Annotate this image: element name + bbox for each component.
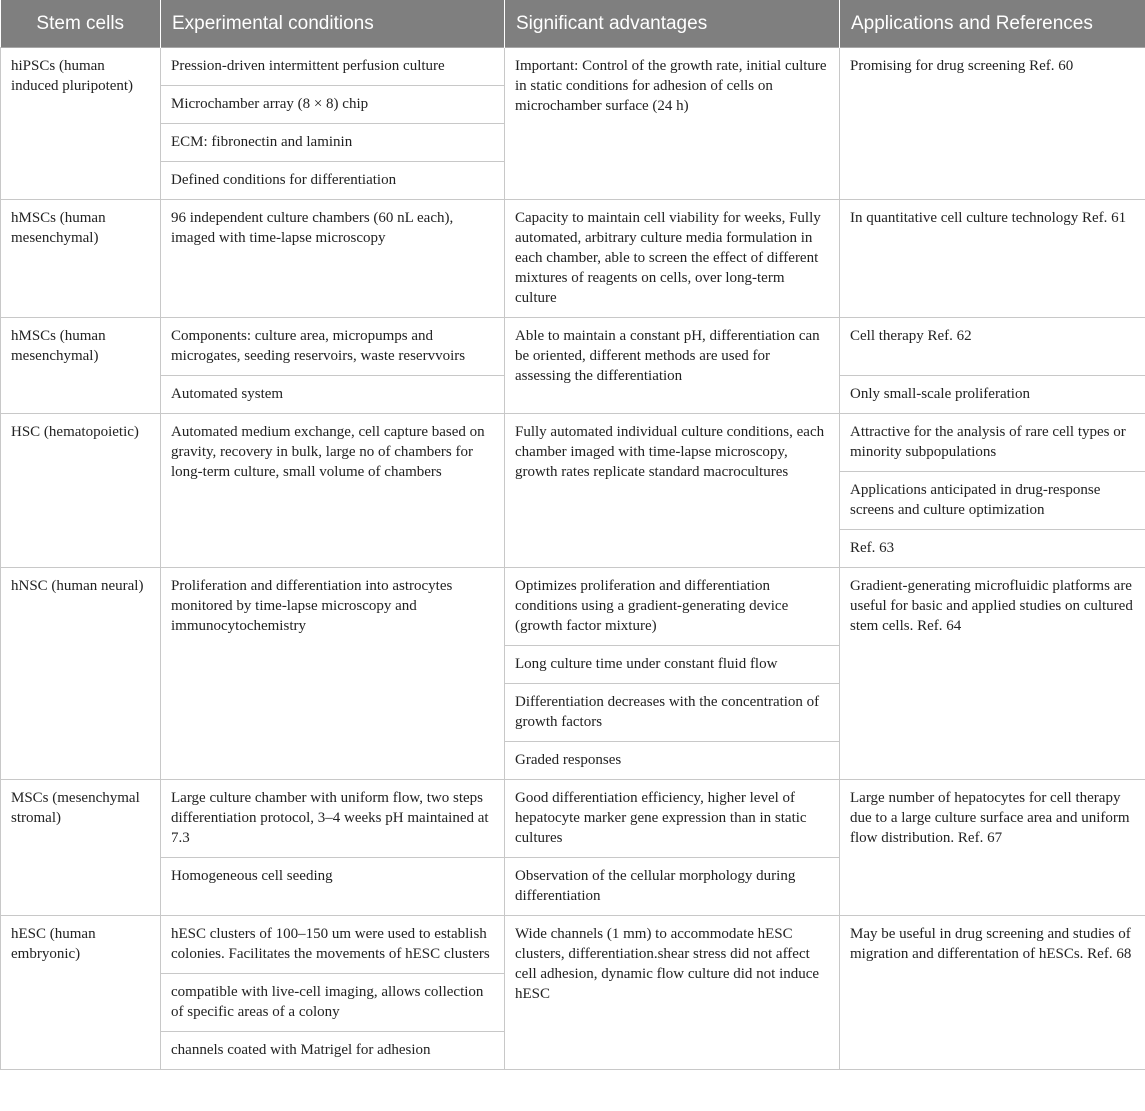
application-cell: In quantitative cell culture technology Ref. 61 (840, 200, 1145, 318)
header-applications-references: Applications and References (840, 0, 1145, 48)
stem-cell-cell: hNSC (human neural) (1, 568, 161, 780)
table-row (1, 568, 1145, 646)
header-row (1, 0, 1145, 48)
stem-cell-cell: MSCs (mesenchymal stromal) (1, 780, 161, 916)
advantage-cell: Fully automated individual culture conditions, each chamber imaged with time-lapse microscopy, growth rates replicate standard macrocultures (505, 414, 840, 568)
application-cell: May be useful in drug screening and studies of migration and differentation of hESCs. Ref. 68 (840, 916, 1145, 1070)
header-stem-cells: Stem cells (1, 0, 161, 48)
stem-cell-cell: hMSCs (human mesenchymal) (1, 318, 161, 414)
table-row (1, 916, 1145, 974)
advantage-cell: Wide channels (1 mm) to accommodate hESC clusters, differentiation.shear stress did not affect cell adhesion, dynamic flow culture did not induce hESC (505, 916, 840, 1070)
header-experimental-conditions: Experimental conditions (161, 0, 505, 48)
stem-cell-cell: hiPSCs (human induced pluripotent) (1, 48, 161, 200)
application-cell: Large number of hepatocytes for cell therapy due to a large culture surface area and uniform flow distribution. Ref. 67 (840, 780, 1145, 916)
application-cell: Promising for drug screening Ref. 60 (840, 48, 1145, 200)
advantage-cell: Observation of the cellular morphology during differentiation (505, 858, 840, 916)
condition-cell: Automated medium exchange, cell capture based on gravity, recovery in bulk, large no of chambers for long-term culture, small volume of chambers (161, 414, 505, 568)
advantage-cell: Important: Control of the growth rate, initial culture in static conditions for adhesion of cells on microchamber surface (24 h) (505, 48, 840, 200)
table-row (1, 200, 1145, 318)
advantage-cell: Long culture time under constant fluid flow (505, 646, 840, 684)
table-row (1, 414, 1145, 472)
advantage-cell: Capacity to maintain cell viability for weeks, Fully automated, arbitrary culture media formulation in each chamber, able to screen the effect of different mixtures of reagents on cells, over long-term culture (505, 200, 840, 318)
application-cell: Ref. 63 (840, 530, 1145, 568)
condition-cell: channels coated with Matrigel for adhesion (161, 1032, 505, 1070)
advantage-cell: Good differentiation efficiency, higher level of hepatocyte marker gene expression than in static cultures (505, 780, 840, 858)
application-cell: Attractive for the analysis of rare cell types or minority subpopulations (840, 414, 1145, 472)
advantage-cell: Differentiation decreases with the concentration of growth factors (505, 684, 840, 742)
application-cell: Only small-scale proliferation (840, 376, 1145, 414)
condition-cell: Defined conditions for differentiation (161, 162, 505, 200)
condition-cell: Microchamber array (8 × 8) chip (161, 86, 505, 124)
condition-cell: ECM: fibronectin and laminin (161, 124, 505, 162)
condition-cell: Large culture chamber with uniform flow, two steps differentiation protocol, 3–4 weeks pH maintained at 7.3 (161, 780, 505, 858)
condition-cell: hESC clusters of 100–150 um were used to establish colonies. Facilitates the movements of hESC clusters (161, 916, 505, 974)
advantage-cell: Graded responses (505, 742, 840, 780)
advantage-cell: Optimizes proliferation and differentiation conditions using a gradient-generating device (growth factor mixture) (505, 568, 840, 646)
stem-cell-cell: hMSCs (human mesenchymal) (1, 200, 161, 318)
condition-cell: Components: culture area, micropumps and microgates, seeding reservoirs, waste reservvoirs (161, 318, 505, 376)
condition-cell: compatible with live-cell imaging, allows collection of specific areas of a colony (161, 974, 505, 1032)
application-cell: Cell therapy Ref. 62 (840, 318, 1145, 376)
condition-cell: Homogeneous cell seeding (161, 858, 505, 916)
application-cell: Gradient-generating microfluidic platforms are useful for basic and applied studies on cultured stem cells. Ref. 64 (840, 568, 1145, 780)
application-cell: Applications anticipated in drug-response screens and culture optimization (840, 472, 1145, 530)
advantage-cell: Able to maintain a constant pH, differentiation can be oriented, different methods are used for assessing the differentiation (505, 318, 840, 414)
table-row (1, 780, 1145, 858)
condition-cell: Proliferation and differentiation into astrocytes monitored by time-lapse microscopy and immunocytochemistry (161, 568, 505, 780)
condition-cell: 96 independent culture chambers (60 nL each), imaged with time-lapse microscopy (161, 200, 505, 318)
header-significant-advantages: Significant advantages (505, 0, 840, 48)
table-row (1, 48, 1145, 86)
condition-cell: Pression-driven intermittent perfusion culture (161, 48, 505, 86)
condition-cell: Automated system (161, 376, 505, 414)
stem-cell-cell: HSC (hematopoietic) (1, 414, 161, 568)
table-row (1, 318, 1145, 376)
stem-cell-cell: hESC (human embryonic) (1, 916, 161, 1070)
